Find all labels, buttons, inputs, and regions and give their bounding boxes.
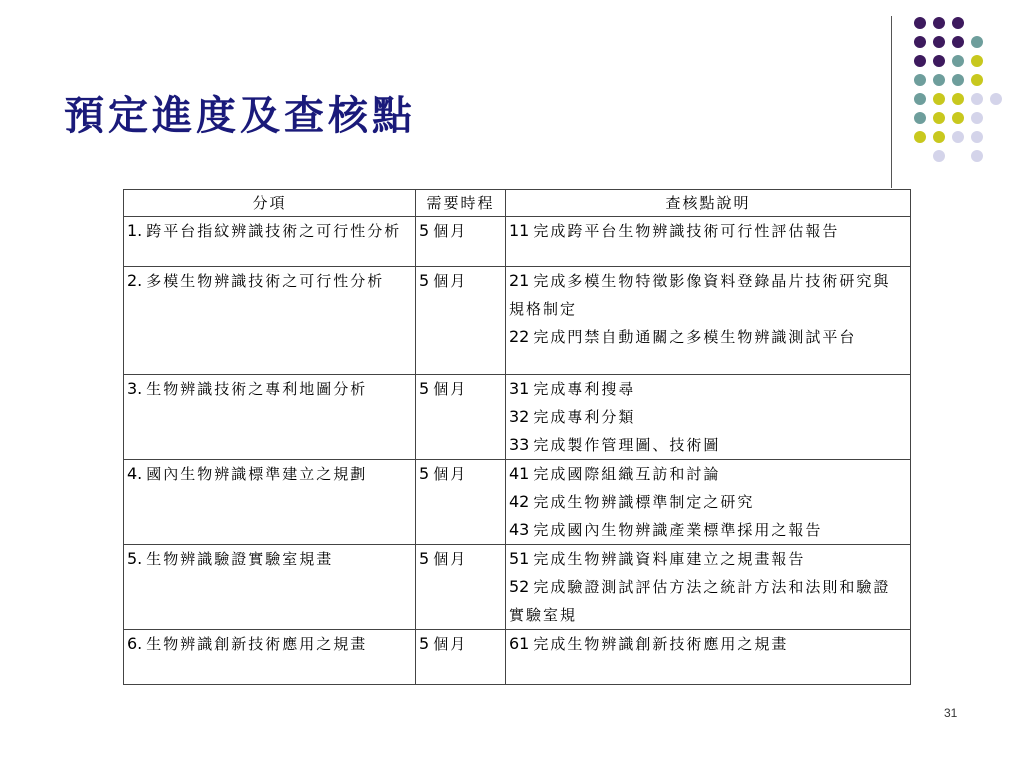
header-checkpoints: 查核點說明 [506, 190, 911, 217]
item-cell: 2. 多模生物辨識技術之可行性分析 [124, 267, 416, 375]
checkpoint: 32 完成專利分類 [509, 407, 636, 426]
checkpoint: 33 完成製作管理圖、技術圖 [509, 435, 721, 454]
duration-cell: 5 個月 [416, 267, 506, 375]
table-row [124, 267, 911, 375]
table-row [124, 460, 911, 545]
checkpoint: 22 完成門禁自動通關之多模生物辨識測試平台 [509, 327, 857, 346]
checkpoint-cell [506, 630, 911, 685]
checkpoint-cell [506, 267, 911, 375]
checkpoint-cell [506, 375, 911, 460]
checkpoint: 42 完成生物辨識標準制定之研究 [509, 492, 755, 511]
item-cell: 3. 生物辨識技術之專利地圖分析 [124, 375, 416, 460]
checkpoint: 51 完成生物辨識資料庫建立之規畫報告 [509, 549, 806, 568]
checkpoint: 43 完成國內生物辨識產業標準採用之報告 [509, 520, 823, 539]
decorative-dot-grid [0, 0, 1024, 170]
duration-cell: 5 個月 [416, 460, 506, 545]
checkpoint: 31 完成專利搜尋 [509, 379, 636, 398]
duration-cell: 5 個月 [416, 630, 506, 685]
schedule-table [123, 189, 911, 685]
header-duration: 需要時程 [416, 190, 506, 217]
item-cell: 1. 跨平台指紋辨識技術之可行性分析 [124, 217, 416, 267]
table-header-row [124, 190, 911, 217]
checkpoint: 52 完成驗證測試評估方法之統計方法和法則和驗證實驗室規 [509, 577, 891, 624]
table-row [124, 375, 911, 460]
checkpoint-cell [506, 217, 911, 267]
table-row [124, 545, 911, 630]
checkpoint: 11 完成跨平台生物辨識技術可行性評估報告 [509, 221, 840, 240]
page-number: 31 [944, 706, 958, 720]
item-cell: 6. 生物辨識創新技術應用之規畫 [124, 630, 416, 685]
table-row [124, 217, 911, 267]
checkpoint: 61 完成生物辨識創新技術應用之規畫 [509, 634, 789, 653]
checkpoint: 41 完成國際組織互訪和討論 [509, 464, 721, 483]
table-row [124, 630, 911, 685]
item-cell: 4. 國內生物辨識標準建立之規劃 [124, 460, 416, 545]
duration-cell: 5 個月 [416, 545, 506, 630]
item-cell: 5. 生物辨識驗證實驗室規畫 [124, 545, 416, 630]
checkpoint-cell [506, 545, 911, 630]
schedule-table-container [123, 189, 910, 685]
duration-cell: 5 個月 [416, 375, 506, 460]
slide-title: 預定進度及查核點 [64, 92, 416, 139]
duration-cell: 5 個月 [416, 217, 506, 267]
checkpoint-cell [506, 460, 911, 545]
header-item: 分項 [124, 190, 416, 217]
checkpoint: 21 完成多模生物特徵影像資料登錄晶片技術研究與規格制定 [509, 271, 891, 318]
divider-line [891, 16, 892, 188]
